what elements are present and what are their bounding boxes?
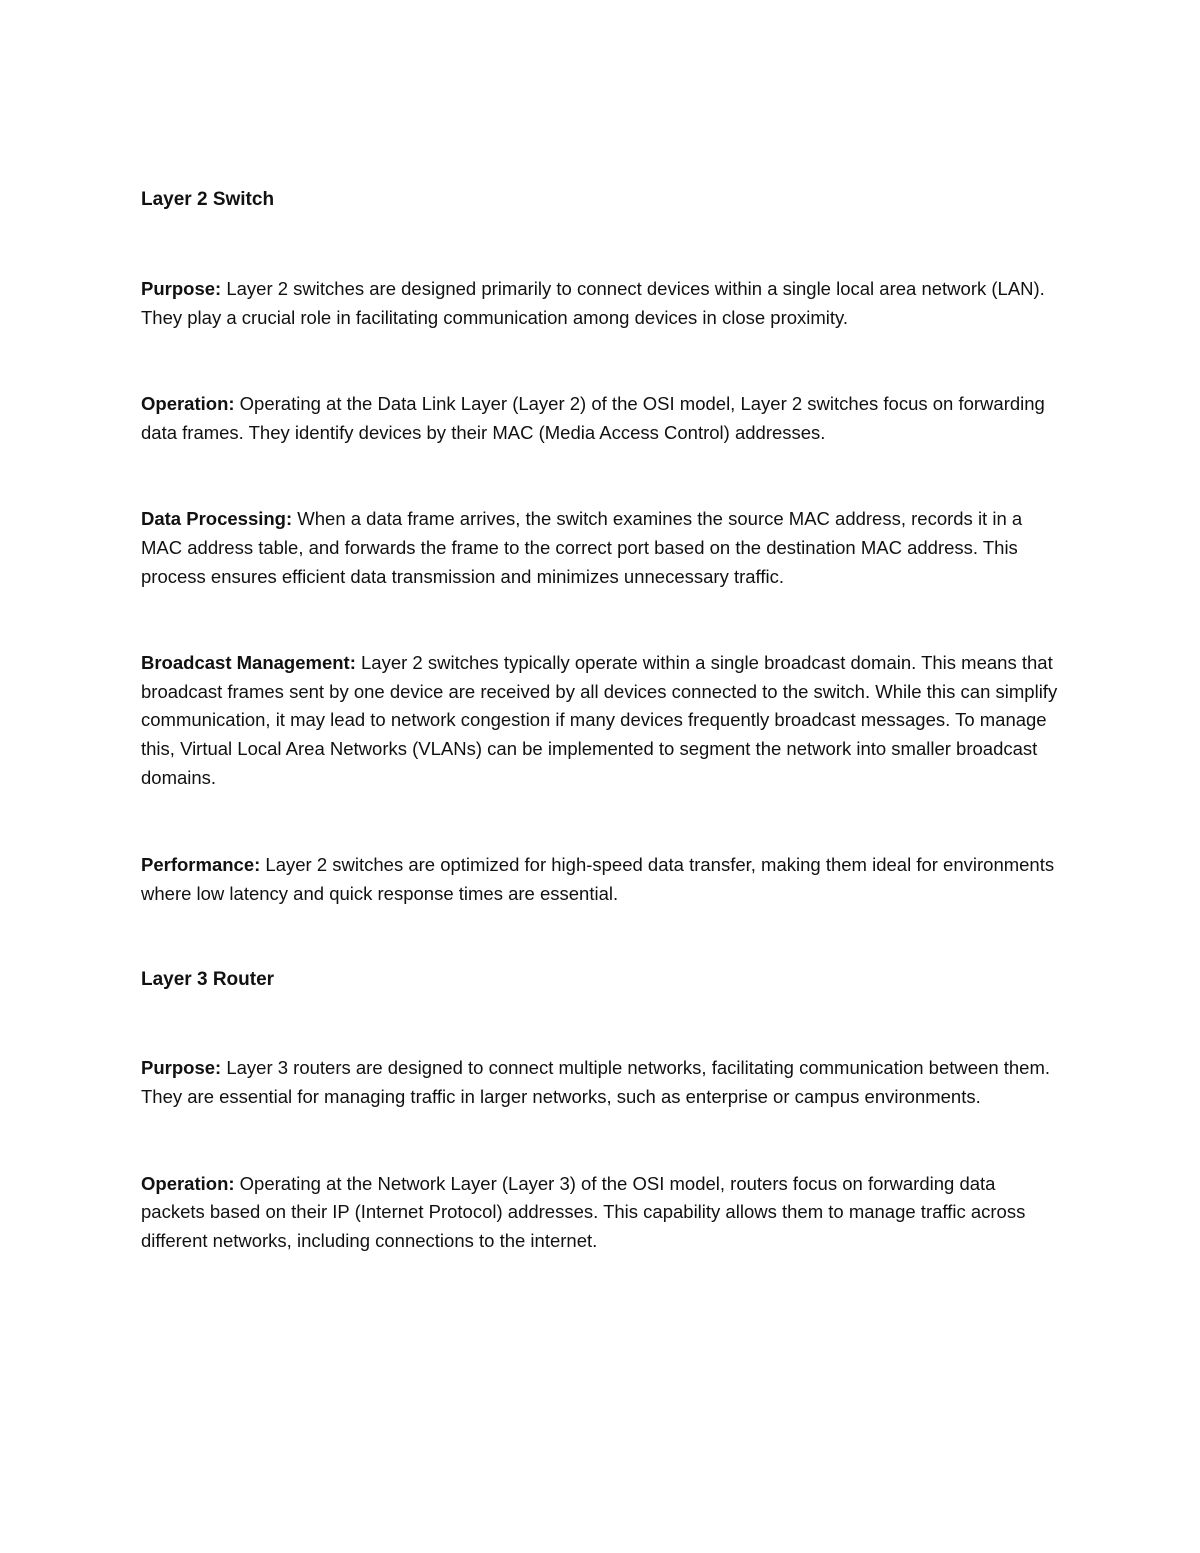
paragraph-switch-broadcast-management [141,649,1061,792]
paragraph-switch-performance [141,851,1061,908]
paragraph-text: Layer 2 switches typically operate within a single broadcast domain. This means that broadcast frames sent by one device are received by all devices connected to the switch. While this can simplify communication, it may lead to network congestion if many devices frequently broadcast messages. To manage this, Virtual Local Area Networks (VLANs) can be implemented to segment the network into smaller broadcast domains. [141,652,1058,788]
section-heading-layer-3-router: Layer 3 Router [141,969,275,991]
paragraph-switch-operation [141,390,1061,447]
paragraph-text: Layer 2 switches are designed primarily to connect devices within a single local area network (LAN). They play a crucial role in facilitating communication among devices in close proximity. [141,278,1045,328]
paragraph-lead: Data Processing: [141,508,293,530]
paragraph-switch-purpose [141,275,1061,332]
document-body [141,186,1061,1255]
paragraph-lead: Performance: [141,854,261,876]
paragraph-text: Layer 2 switches are optimized for high-speed data transfer, making them ideal for environments where low latency and quick response times are essential. [141,854,1055,904]
paragraph-router-operation [141,1170,1061,1256]
paragraph-lead: Purpose: [141,278,222,299]
paragraph-lead: Operation: [141,393,235,415]
paragraph-switch-data-processing [141,505,1061,591]
paragraph-text: Operating at the Network Layer (Layer 3) of the OSI model, routers focus on forwarding data packets based on their IP (Internet Protocol) addresses. This capability allows them to manage traffic across different networks, including connections to the internet. [141,1172,1026,1251]
paragraph-lead: Purpose: [141,1057,222,1079]
paragraph-text: When a data frame arrives, the switch examines the source MAC address, records it in a MAC address table, and forwards the frame to the correct port based on the destination MAC address. This process ensures efficient data transmission and minimizes unnecessary traffic. [141,508,1023,587]
paragraph-text: Layer 3 routers are designed to connect multiple networks, facilitating communication between them. They are essential for managing traffic in larger networks, such as enterprise or campus environments. [141,1057,1051,1107]
paragraph-router-purpose [141,1054,1061,1111]
paragraph-text: Operating at the Data Link Layer (Layer 2) of the OSI model, Layer 2 switches focus on forwarding data frames. They identify devices by their MAC (Media Access Control) addresses. [141,393,1045,443]
paragraph-lead: Operation: [141,1172,235,1194]
paragraph-lead: Broadcast Management: [141,652,356,674]
section-heading-layer-2-switch: Layer 2 Switch [141,189,275,210]
